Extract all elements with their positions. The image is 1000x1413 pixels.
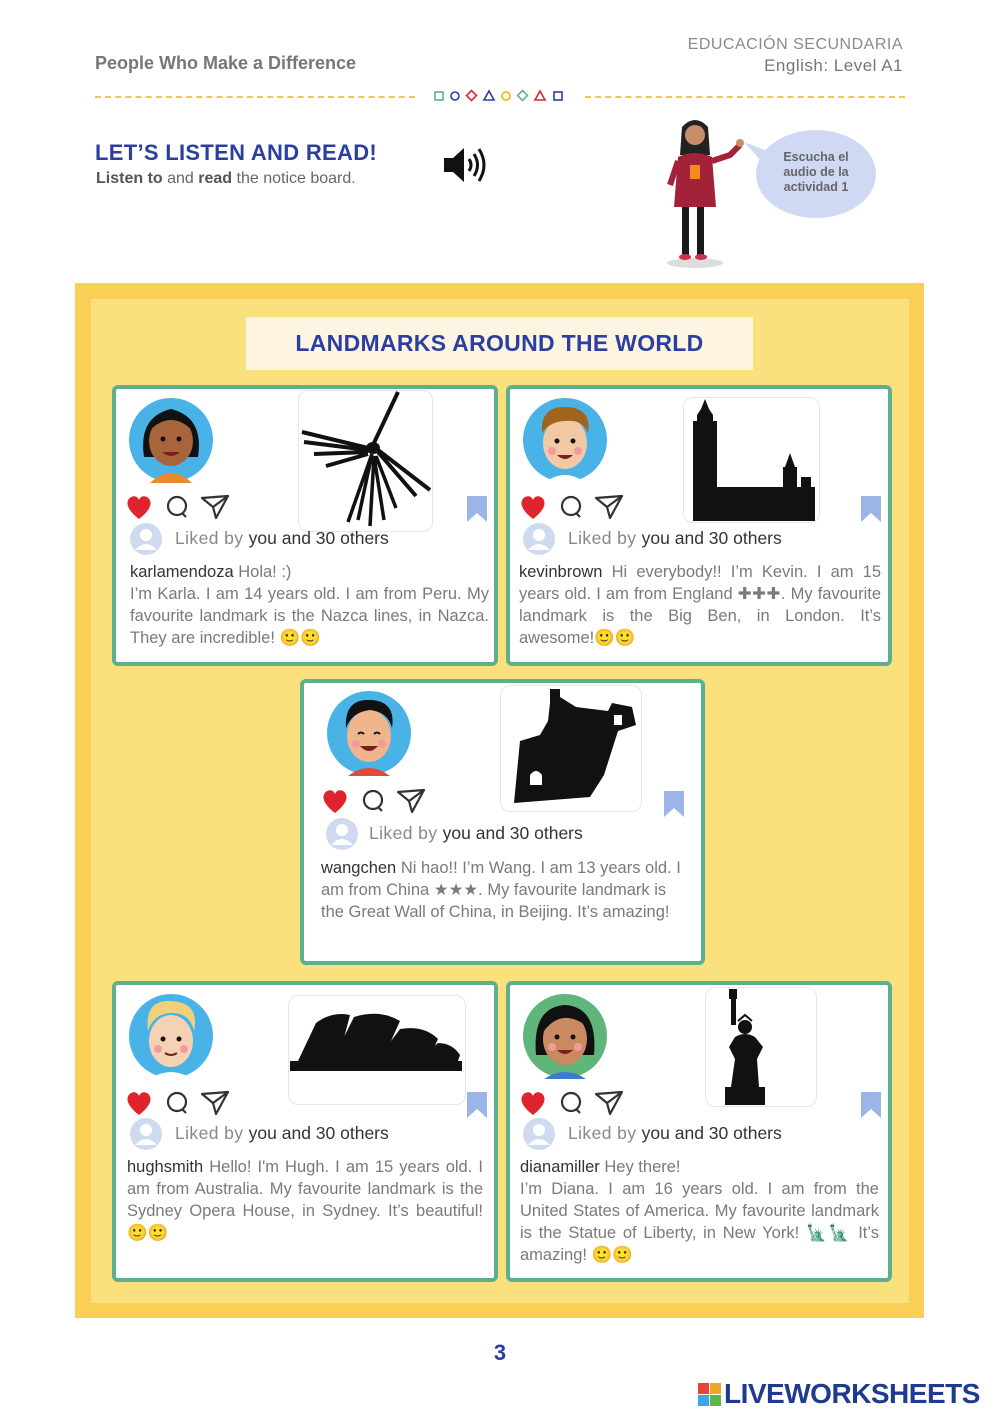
liked-suffix: you and 30 others xyxy=(248,1123,389,1143)
big-ben-icon xyxy=(683,397,820,523)
post-greeting-diana: Hey there! xyxy=(599,1158,681,1176)
statue-of-liberty-icon xyxy=(705,987,817,1107)
bubble-line-2: audio de la xyxy=(783,165,849,179)
post-actions-diana[interactable] xyxy=(518,1088,638,1118)
avatar-diana xyxy=(522,993,608,1079)
bookmark-icon[interactable] xyxy=(860,1091,882,1119)
liked-prefix: Liked by xyxy=(369,823,443,843)
liked-by-kevin xyxy=(568,528,782,549)
decorative-shapes-icon xyxy=(433,89,568,105)
speech-bubble-text xyxy=(770,150,862,195)
post-actions-karla[interactable] xyxy=(124,492,244,522)
level-label: English: Level A1 xyxy=(764,56,903,75)
liked-suffix: you and 30 others xyxy=(641,1123,782,1143)
liked-user-icon xyxy=(129,1117,163,1151)
username-diana: dianamiller xyxy=(520,1158,600,1176)
bookmark-icon[interactable] xyxy=(466,1091,488,1119)
liked-user-icon xyxy=(129,522,163,556)
post-body-karla: I’m Karla. I am 14 years old. I am from Peru. My favourite landmark is the Nazca lines, in Nazca. They are incredible! 🙂🙂 xyxy=(130,585,489,647)
bookmark-icon[interactable] xyxy=(466,495,488,523)
liked-prefix: Liked by xyxy=(175,1123,249,1143)
username-kevin: kevinbrown xyxy=(519,563,603,581)
liked-user-icon xyxy=(325,817,359,851)
post-text-karla xyxy=(130,561,489,649)
post-body-wang: Ni hao!! I’m Wang. I am 13 years old. I am from China ★★★. My favourite landmark is the Great Wall of China, in Beijing. It’s amazing! xyxy=(321,859,681,921)
post-text-wang xyxy=(321,857,685,923)
liked-suffix: you and 30 others xyxy=(641,528,782,548)
post-greeting-karla: Hola! :) xyxy=(233,563,292,581)
liked-by-wang xyxy=(369,823,583,844)
activity-instruction xyxy=(96,170,356,188)
liked-prefix: Liked by xyxy=(568,1123,642,1143)
post-body-hugh: Hello! I'm Hugh. I am 15 years old. I am from Australia. My favourite landmark is the Sydney Opera House, in Sydney. It’s beautiful! 🙂🙂 xyxy=(127,1158,483,1242)
education-label: EDUCACIÓN SECUNDARIA xyxy=(687,36,903,53)
divider-right xyxy=(585,96,905,98)
bookmark-icon[interactable] xyxy=(663,790,685,818)
post-body-kevin: Hi everybody!! I’m Kevin. I am 15 years old. I am from England ✚✚✚. My favourite landmark is the Big Ben, in London. It’s awesome!🙂🙂 xyxy=(519,563,881,647)
liked-suffix: you and 30 others xyxy=(442,823,583,843)
divider-left xyxy=(95,96,415,98)
liked-by-diana xyxy=(568,1123,782,1144)
speaker-icon[interactable] xyxy=(442,145,492,185)
bookmark-icon[interactable] xyxy=(860,495,882,523)
instruction-rest: the notice board. xyxy=(232,170,356,187)
post-text-diana xyxy=(520,1156,879,1266)
bubble-line-1: Escucha el xyxy=(783,150,849,164)
username-hugh: hughsmith xyxy=(127,1158,204,1176)
nazca-lines-icon xyxy=(298,390,433,532)
liked-suffix: you and 30 others xyxy=(248,528,389,548)
instruction-read: read xyxy=(198,170,233,187)
course-title: People Who Make a Difference xyxy=(95,53,357,73)
page-number: 3 xyxy=(493,1340,507,1365)
liked-user-icon xyxy=(522,522,556,556)
username-wang: wangchen xyxy=(321,859,397,877)
post-actions-kevin[interactable] xyxy=(518,492,638,522)
instruction-listen: Listen to xyxy=(96,170,163,187)
avatar-kevin xyxy=(522,397,608,483)
bubble-line-3: actividad 1 xyxy=(783,180,849,194)
liked-by-hugh xyxy=(175,1123,389,1144)
education-level xyxy=(688,34,903,76)
avatar-karla xyxy=(128,397,214,483)
liked-prefix: Liked by xyxy=(175,528,249,548)
username-karla: karlamendoza xyxy=(130,563,234,581)
post-text-kevin xyxy=(519,561,881,649)
liked-prefix: Liked by xyxy=(568,528,642,548)
sydney-opera-house-icon xyxy=(288,995,466,1105)
board-title: LANDMARKS AROUND THE WORLD xyxy=(246,317,753,370)
activity-title: LET’S LISTEN AND READ! xyxy=(95,140,378,165)
liked-user-icon xyxy=(522,1117,556,1151)
teacher-illustration-icon xyxy=(660,115,750,275)
post-body-diana: I’m Diana. I am 16 years old. I am from the United States of America. My favourite landmark is the Statue of Liberty, in New York! 🗽🗽 It’s amazing! 🙂🙂 xyxy=(520,1180,879,1264)
avatar-wang xyxy=(326,690,412,776)
instruction-and: and xyxy=(162,170,199,187)
great-wall-icon xyxy=(500,685,642,812)
liked-by-karla xyxy=(175,528,389,549)
post-actions-wang[interactable] xyxy=(320,786,440,816)
post-actions-hugh[interactable] xyxy=(124,1088,244,1118)
liveworksheets-logo-text[interactable]: LIVEWORKSHEETS xyxy=(724,1378,980,1409)
avatar-hugh xyxy=(128,993,214,1079)
post-text-hugh xyxy=(127,1156,483,1244)
